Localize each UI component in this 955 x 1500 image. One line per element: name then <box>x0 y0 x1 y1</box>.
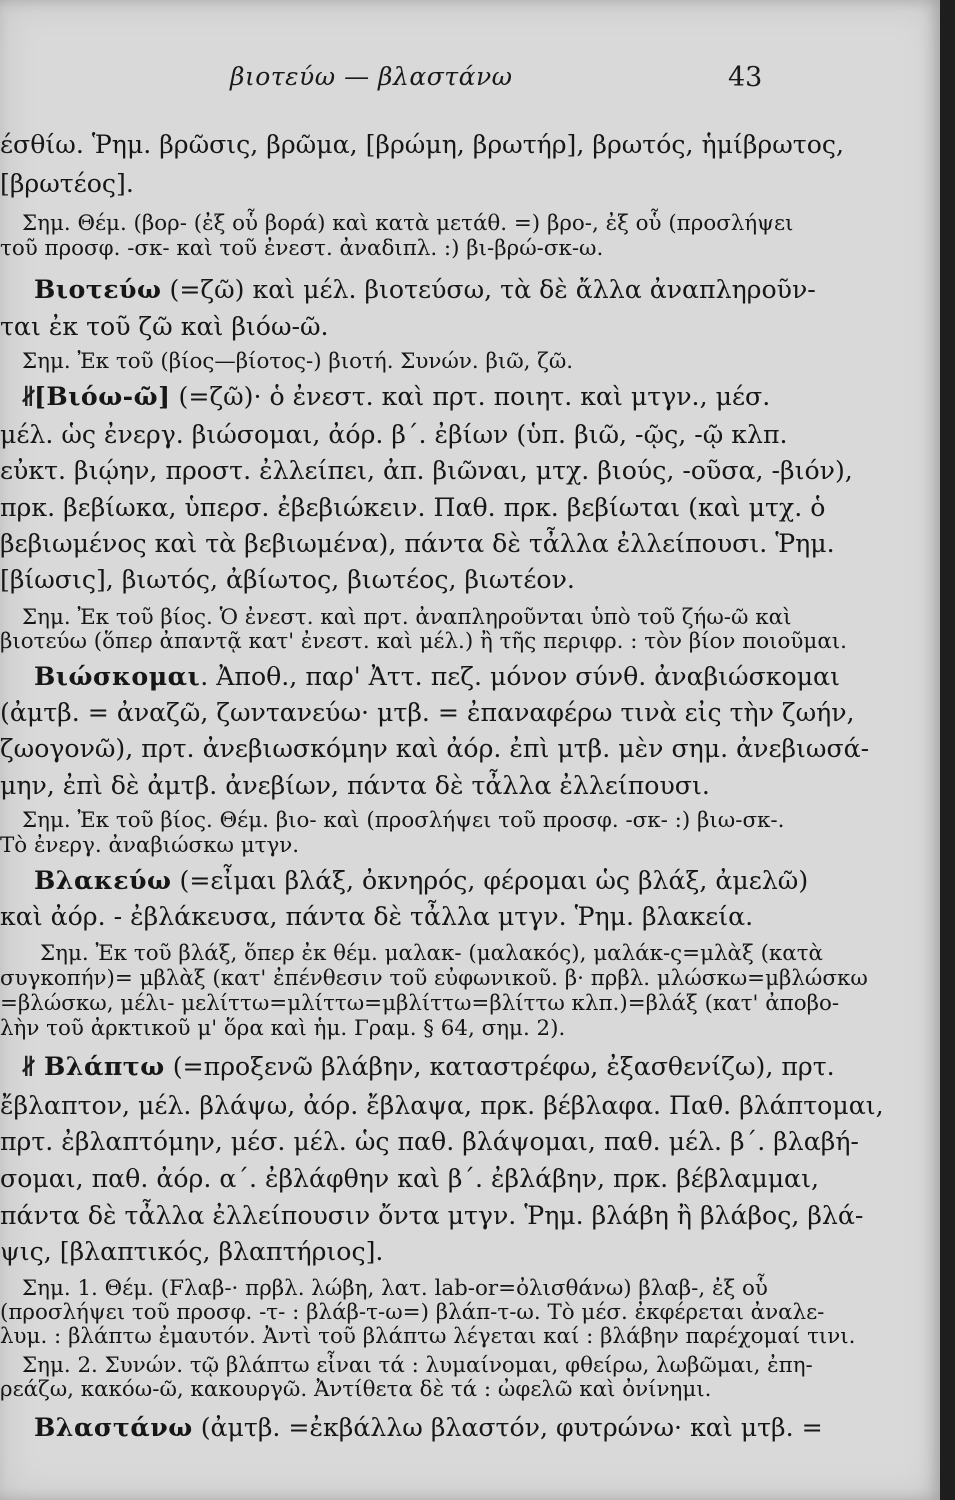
running-title: βιοτεύω — βλαστάνω <box>230 62 513 91</box>
page-header <box>0 62 940 102</box>
text-line: πρτ. ἐβλαπτόμην, μέσ. μέλ. ὡς παθ. βλάψομαι, παθ. μέλ. β΄. βλαβή- <box>0 1127 859 1156</box>
note-line: Σημ. Ἐκ τοῦ (βίος—βίοτος-) βιοτή. Συνών. βιῶ, ζῶ. <box>22 349 574 374</box>
note-line: Σημ. Ἐκ τοῦ βίος. Ὁ ἐνεστ. καὶ πρτ. ἀναπληροῦνται ὑπὸ τοῦ ζήω-ῶ καὶ <box>22 605 792 630</box>
text-line: εὐκτ. βιῴην, προστ. ἐλλείπει, ἀπ. βιῶναι, μτχ. βιούς, -οῦσα, -βιόν), <box>0 456 853 485</box>
text-line: καὶ ἀόρ. - ἐβλάκευσα, πάντα δὲ τἆλλα μτγν. Ῥημ. βλακεία. <box>0 902 754 931</box>
text-line: μέλ. ὡς ἐνεργ. βιώσομαι, ἀόρ. β΄. ἐβίων (ὑπ. βιῶ, -ῷς, -ῷ κλπ. <box>0 420 788 449</box>
note-line: λὴν τοῦ ἀρκτικοῦ μ' ὅρα καὶ ἡμ. Γραμ. § 64, σημ. 2). <box>0 1016 566 1041</box>
note-line: Σημ. 2. Συνών. τῷ βλάπτω εἶναι τά : λυμαίνομαι, φθείρω, λωβῶμαι, ἐπη- <box>22 1353 813 1378</box>
text-line: ται ἐκ τοῦ ζῶ καὶ βιόω-ῶ. <box>0 312 329 341</box>
note-line: Τὸ ἐνεργ. ἀναβιώσκω μτγν. <box>0 833 300 858</box>
note-line: =βλώσκω, μέλι- μελίττω=μλίττω=μβλίττω=βλίττω κλπ.)=βλάξ (κατ' ἀποβο- <box>0 991 840 1016</box>
text-line: έσθίω. Ῥημ. βρῶσις, βρῶμα, [βρώμη, βρωτήρ], βρωτός, ἡμίβρωτος, <box>0 130 844 159</box>
text-line: πάντα δὲ τἆλλα ἐλλείπουσιν ὄντα μτγν. Ῥημ. βλάβη ἢ βλάβος, βλά- <box>0 1201 864 1230</box>
text-line: πρκ. βεβίωκα, ὑπερσ. ἐβεβιώκειν. Παθ. πρκ. βεβίωται (καὶ μτχ. ὁ <box>0 493 826 522</box>
entry-line: [Βιόω-ῶ] (=ζῶ)· ὁ ἐνεστ. καὶ πρτ. ποιητ. καὶ μτγν., μέσ. <box>34 381 771 411</box>
note-line: συγκοπήν)= μβλὰξ (κατ' ἐπένθεσιν τοῦ εὐφωνικοῦ. β· πρβλ. μλώσκω=μβλώσκω <box>0 966 868 991</box>
note-line: τοῦ προσφ. -σκ- καὶ τοῦ ἐνεστ. ἀναδιπλ. :) βι-βρώ-σκ-ω. <box>0 236 604 261</box>
note-line: (προσλήψει τοῦ προσφ. -τ- : βλάβ-τ-ω=) βλάπ-τ-ω. Τὸ μέσ. ἐκφέρεται ἀναλε- <box>0 1300 825 1325</box>
headword: Βλάπτω <box>44 1051 165 1081</box>
page-number: 43 <box>728 62 763 93</box>
text-line: μην, ἐπὶ δὲ ἀμτβ. ἀνεβίων, πάντα δὲ τἆλλα ἐλλείπουσι. <box>0 771 710 800</box>
note-line: Σημ. Ἐκ τοῦ βλάξ, ὅπερ ἐκ θέμ. μαλακ- (μαλακός), μαλάκ-ς=μλὰξ (κατὰ <box>40 941 824 966</box>
text-line: ἔβλαπτον, μέλ. βλάψω, ἀόρ. ἔβλαψα, πρκ. βέβλαφα. Παθ. βλάπτομαι, <box>0 1091 884 1120</box>
entry-line: Βλαστάνω (ἀμτβ. =ἐκβάλλω βλαστόν, φυτρώνω· καὶ μτβ. = <box>34 1412 823 1442</box>
headword: [Βιόω-ῶ] <box>34 381 171 411</box>
entry-line: Βιοτεύω (=ζῶ) καὶ μέλ. βιοτεύσω, τὰ δὲ ἄλλα ἀναπληροῦν- <box>34 274 816 304</box>
note-line: Σημ. 1. Θέμ. (Fλαβ-· πρβλ. λώβη, λατ. lab-or=ὀλισθάνω) βλαβ-, ἐξ οὗ <box>22 1276 768 1301</box>
text-line: ψις, [βλαπτικός, βλαπτήριος]. <box>0 1237 384 1266</box>
entry-line: Βλακεύω (=εἶμαι βλάξ, ὀκνηρός, φέρομαι ὡς βλάξ, ἀμελῶ) <box>34 865 809 895</box>
text-line: [βίωσις], βιωτός, ἀβίωτος, βιωτέος, βιωτέον. <box>0 565 575 594</box>
text-line: ζωογονῶ), πρτ. ἀνεβιωσκόμην καὶ ἀόρ. ἐπὶ μτβ. μὲν σημ. ἀνεβιωσά- <box>0 734 870 763</box>
entry-line: Βιώσκομαι. Ἀποθ., παρ' Ἀττ. πεζ. μόνον σύνθ. ἀναβιώσκομαι <box>34 661 840 691</box>
margin-marker: ∦ <box>20 384 38 410</box>
headword: Βλακεύω <box>34 865 172 895</box>
note-line: Σημ. Ἐκ τοῦ βίος. Θέμ. βιο- καὶ (προσλήψει τοῦ προσφ. -σκ- :) βιω-σκ-. <box>22 808 785 833</box>
note-line: ρεάζω, κακόω-ῶ, κακουργῶ. Ἀντίθετα δὲ τά : ὠφελῶ καὶ ὀνίνημι. <box>0 1377 712 1402</box>
headword: Βλαστάνω <box>34 1412 193 1442</box>
note-line: Σημ. Θέμ. (βορ- (ἐξ οὗ βορά) καὶ κατὰ μετάθ. =) βρο-, ἐξ οὗ (προσλήψει <box>22 211 794 236</box>
note-line: λυμ. : βλάπτω ἐμαυτόν. Ἀντὶ τοῦ βλάπτω λέγεται καί : βλάβην παρέχομαί τινι. <box>0 1324 856 1349</box>
text-line: (ἀμτβ. = ἀναζῶ, ζωντανεύω· μτβ. = ἐπαναφέρω τινὰ εἰς τὴν ζωήν, <box>0 698 855 727</box>
text-line: [βρωτέος]. <box>0 169 134 198</box>
text-line: βεβιωμένος καὶ τὰ βεβιωμένα), πάντα δὲ τἆλλα ἐλλείπουσι. Ῥημ. <box>0 529 835 558</box>
dictionary-text <box>0 120 920 1490</box>
headword: Βιώσκομαι <box>34 661 201 691</box>
entry-line: Βλάπτω (=προξενῶ βλάβην, καταστρέφω, ἐξασθενίζω), πρτ. <box>44 1051 835 1081</box>
note-line: βιοτεύω (ὅπερ ἀπαντᾷ κατ' ἐνεστ. καὶ μέλ.) ἢ τῆς περιφρ. : τὸν βίον ποιοῦμαι. <box>0 629 847 654</box>
text-line: σομαι, παθ. ἀόρ. α΄. ἐβλάφθην καὶ β΄. ἐβλάβην, πρκ. βέβλαμμαι, <box>0 1164 819 1193</box>
headword: Βιοτεύω <box>34 274 162 304</box>
margin-marker: ∦ <box>20 1054 38 1080</box>
page-edge-shadow <box>940 0 955 1500</box>
